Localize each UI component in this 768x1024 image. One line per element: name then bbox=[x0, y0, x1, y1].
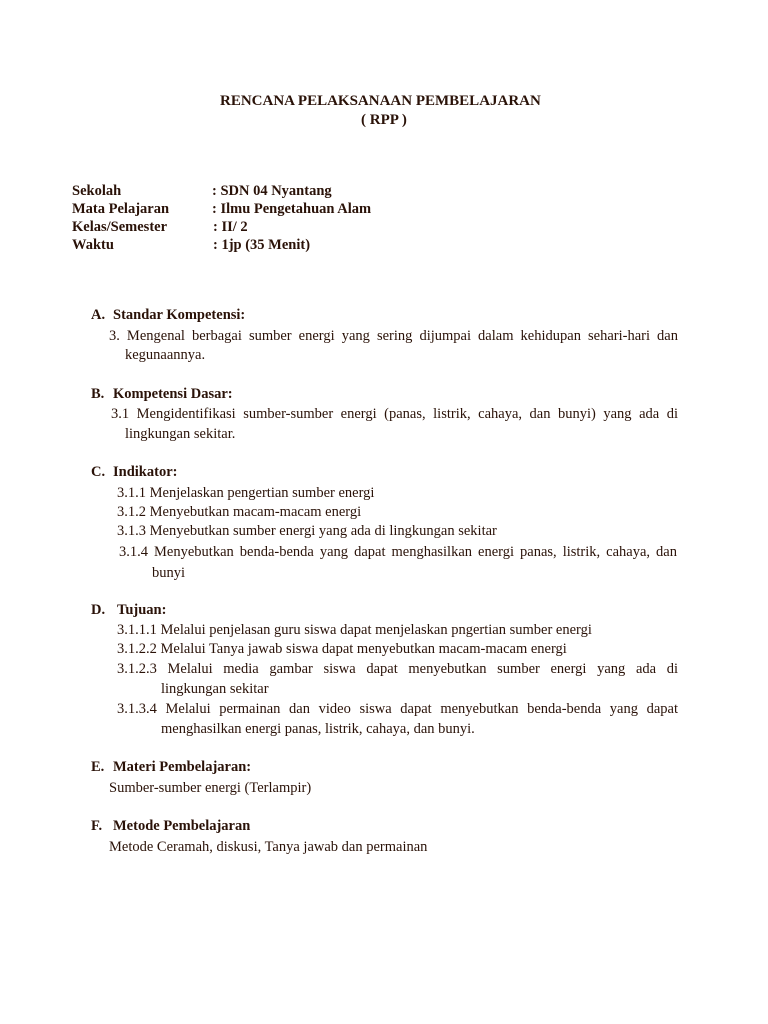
info-label: Kelas/Semester bbox=[72, 219, 168, 235]
section-a-line: kegunaannya. bbox=[125, 347, 206, 363]
section-a-heading bbox=[91, 307, 245, 324]
info-label: Mata Pelajaran bbox=[72, 201, 170, 217]
section-f-body: Metode Ceramah, diskusi, Tanya jawab dan permainan bbox=[109, 839, 428, 855]
indicator-item: 3.1.4 Menyebutkan benda-benda yang dapat menghasilkan energi panas, listrik, cahaya, dan bbox=[119, 544, 677, 560]
info-value: : Ilmu Pengetahuan Alam bbox=[212, 201, 372, 217]
section-title: Materi Pembelajaran: bbox=[113, 759, 252, 775]
info-row-waktu bbox=[72, 236, 672, 254]
section-e-heading bbox=[91, 759, 251, 776]
objective-item-cont: lingkungan sekitar bbox=[161, 681, 269, 697]
info-value: : 1jp (35 Menit) bbox=[213, 237, 311, 253]
section-letter: D. bbox=[91, 602, 106, 618]
section-c-heading bbox=[91, 464, 177, 481]
section-letter: C. bbox=[91, 464, 106, 480]
objective-item: 3.1.1.1 Melalui penjelasan guru siswa dapat menjelaskan pngertian sumber energi bbox=[117, 622, 592, 638]
info-row-mata-pelajaran bbox=[72, 200, 672, 218]
section-b-line: lingkungan sekitar. bbox=[125, 426, 236, 442]
info-row-kelas-semester bbox=[72, 218, 672, 236]
section-letter: A. bbox=[91, 307, 106, 323]
document-subtitle: ( RPP ) bbox=[361, 112, 407, 128]
identity-block bbox=[72, 182, 672, 254]
section-b-line: 3.1 Mengidentifikasi sumber-sumber energi (panas, listrik, cahaya, dan bunyi) yang ada di bbox=[111, 406, 678, 422]
objective-item: 3.1.3.4 Melalui permainan dan video siswa dapat menyebutkan benda-benda yang dapat bbox=[117, 701, 678, 717]
indicator-item-cont: bunyi bbox=[152, 565, 186, 581]
section-e-body: Sumber-sumber energi (Terlampir) bbox=[109, 780, 312, 796]
section-b-heading bbox=[91, 386, 233, 403]
indicator-item: 3.1.3 Menyebutkan sumber energi yang ada di lingkungan sekitar bbox=[117, 523, 497, 539]
section-a-line: 3. Mengenal berbagai sumber energi yang sering dijumpai dalam kehidupan sehari-hari dan bbox=[109, 328, 678, 344]
section-f-heading bbox=[91, 818, 250, 835]
info-row-sekolah bbox=[72, 182, 672, 200]
objective-item-cont: menghasilkan energi panas, listrik, cahaya, dan bunyi. bbox=[161, 721, 475, 737]
section-title: Indikator: bbox=[113, 464, 178, 480]
indicator-item: 3.1.2 Menyebutkan macam-macam energi bbox=[117, 504, 362, 520]
info-label: Waktu bbox=[72, 237, 114, 253]
info-label: Sekolah bbox=[72, 183, 122, 199]
document-title: RENCANA PELAKSANAAN PEMBELAJARAN bbox=[220, 93, 541, 109]
objective-item: 3.1.2.3 Melalui media gambar siswa dapat menyebutkan sumber energi yang ada di bbox=[117, 661, 678, 677]
info-value: : SDN 04 Nyantang bbox=[212, 183, 332, 199]
objective-item: 3.1.2.2 Melalui Tanya jawab siswa dapat menyebutkan macam-macam energi bbox=[117, 641, 567, 657]
indicator-item: 3.1.1 Menjelaskan pengertian sumber energi bbox=[117, 485, 375, 501]
section-letter: E. bbox=[91, 759, 105, 775]
section-title: Kompetensi Dasar: bbox=[113, 386, 233, 402]
section-d-heading bbox=[91, 602, 166, 619]
section-letter: B. bbox=[91, 386, 105, 402]
info-value: : II/ 2 bbox=[213, 219, 248, 235]
section-title: Tujuan: bbox=[117, 602, 167, 618]
section-letter: F. bbox=[91, 818, 103, 834]
section-title: Standar Kompetensi: bbox=[113, 307, 246, 323]
section-title: Metode Pembelajaran bbox=[113, 818, 251, 834]
